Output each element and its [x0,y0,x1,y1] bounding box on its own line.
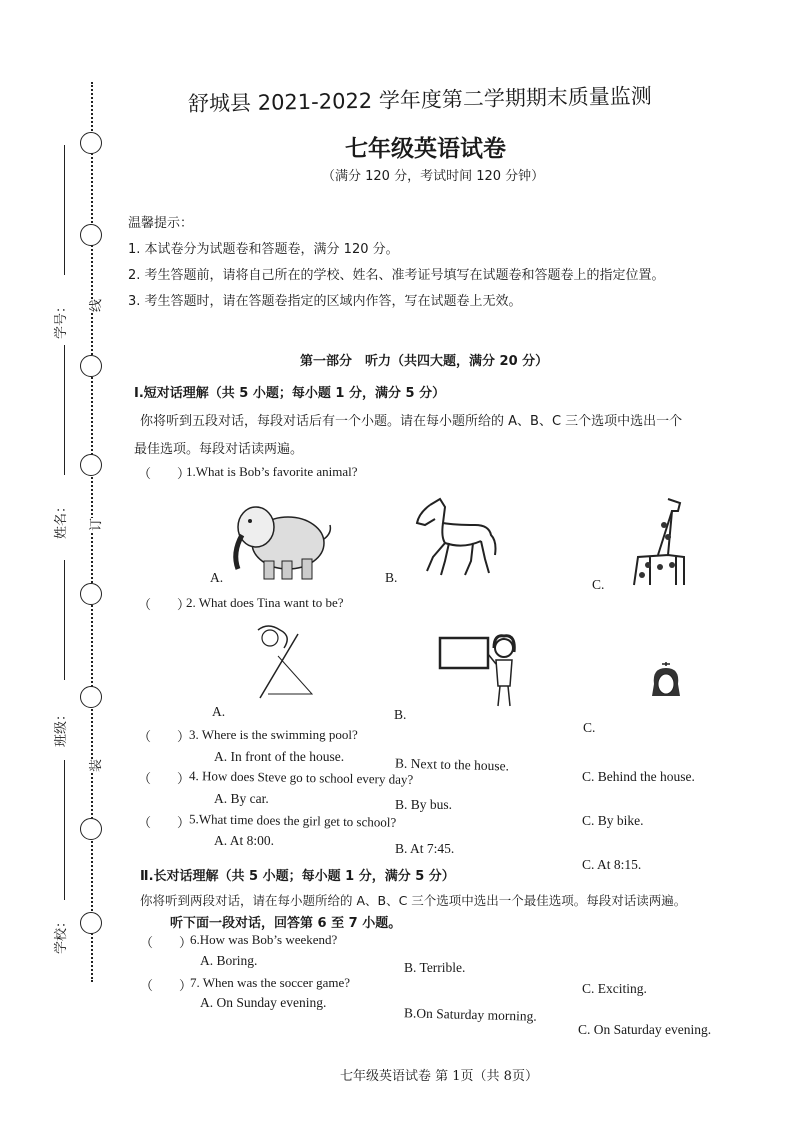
name-line [64,345,65,475]
tip-item: 2. 考生答题前，请将自己所在的学校、姓名、准考证号填写在试题卷和答题卷上的指定位置。 [128,268,665,283]
answer-bracket[interactable]: （ ） [138,597,191,612]
q6-option-c: C. Exciting. [582,981,647,996]
question-5-text: 5.What time does the girl get to school? [188,811,397,830]
teacher-icon [438,630,528,712]
elephant-icon [220,495,335,585]
question-7-text: 7. When was the soccer game? [190,975,351,990]
q1-option-c: C. [592,577,605,592]
question-6-text: 6.How was Bob’s weekend? [190,932,338,947]
q4-option-a: A. By car. [214,791,269,806]
q3-option-a: A. In front of the house. [214,749,345,764]
binding-hole [80,224,102,246]
school-label: 学校： [54,914,70,955]
q4-option-c: C. By bike. [582,813,644,828]
answer-bracket[interactable]: （ ） [138,466,191,481]
q1-option-a: A. [210,570,224,585]
q3-option-c: C. Behind the house. [582,769,695,784]
exam-title: 舒城县 2021-2022 学年度第二学期期末质量监测 [187,83,653,117]
question-1-text: 1.What is Bob’s favorite animal? [186,464,358,479]
question-4-text: 4. How does Steve go to school every day? [188,768,414,787]
class-label: 班级： [54,707,70,748]
section1-title: Ⅰ.短对话理解（共 5 小题；每小题 1 分，满分 5 分） [134,386,446,401]
nurse-icon [646,662,686,700]
q7-option-a: A. On Sunday evening. [200,995,327,1010]
binding-hole [80,454,102,476]
tip-item: 3. 考生答题时，请在答题卷指定的区域内作答，写在试题卷上无效。 [128,294,522,309]
school-line [64,760,65,900]
binding-hole [80,686,102,708]
section2-instruction: 你将听到两段对话，请在每小题所给的 A、B、C 三个选项中选出一个最佳选项。每段对话读两遍。 [140,893,687,908]
q5-option-b: B. At 7:45. [395,841,455,856]
q7-option-b: B.On Saturday morning. [403,1005,537,1024]
q2-option-c: C. [583,720,596,735]
giraffe-icon [628,495,698,590]
answer-bracket[interactable]: （ ） [138,771,191,786]
binding-char-zhuang: 装 [85,759,104,772]
q4-option-b: B. By bus. [395,797,453,812]
binding-dotted-line [91,82,93,982]
subject-title: 七年级英语试卷 [345,135,506,162]
class-line [64,560,65,680]
part1-title: 第一部分 听力（共四大题，满分 20 分） [300,354,549,369]
q1-option-b: B. [385,570,398,585]
section2-sub-instruction: 听下面一段对话，回答第 6 至 7 小题。 [170,916,402,931]
q7-option-c: C. On Saturday evening. [578,1022,712,1037]
binding-char-ding: 订 [85,518,104,531]
section2-title: Ⅱ.长对话理解（共 5 小题；每小题 1 分，满分 5 分） [140,869,455,884]
page-footer: 七年级英语试卷 第 1页（共 8页） [340,1069,538,1084]
exam-info: （满分 120 分，考试时间 120 分钟） [322,169,545,184]
q3-option-b: B. Next to the house. [394,755,510,774]
binding-hole [80,132,102,154]
section1-instruction-cont: 最佳选项。每段对话读两遍。 [134,442,304,457]
question-2-text: 2. What does Tina want to be? [186,595,344,610]
horse-icon [405,495,500,580]
q2-option-b: B. [394,707,407,722]
answer-bracket[interactable]: （ ） [138,815,191,830]
q6-option-b: B. Terrible. [404,960,466,975]
q5-option-c: C. At 8:15. [582,857,642,872]
binding-hole [80,912,102,934]
answer-bracket[interactable]: （ ） [140,978,193,993]
q2-option-a: A. [212,704,226,719]
name-label: 姓名： [54,499,70,540]
binding-hole [80,583,102,605]
student-id-label: 学号： [54,299,70,340]
q6-option-a: A. Boring. [200,953,258,968]
q5-option-a: A. At 8:00. [214,833,275,848]
answer-bracket[interactable]: （ ） [140,935,193,950]
section1-instruction: 你将听到五段对话，每段对话后有一个小题。请在每小题所给的 A、B、C 三个选项中选出一个 [140,414,683,429]
binding-char-xian: 线 [85,299,104,312]
tip-item: 1. 本试卷分为试题卷和答题卷，满分 120 分。 [128,242,399,257]
binding-hole [80,818,102,840]
tips-heading: 温馨提示： [128,216,194,231]
question-3-text: 3. Where is the swimming pool? [189,727,358,742]
artist-icon [238,622,318,702]
binding-hole [80,355,102,377]
student-id-line [64,145,65,275]
answer-bracket[interactable]: （ ） [138,729,191,744]
